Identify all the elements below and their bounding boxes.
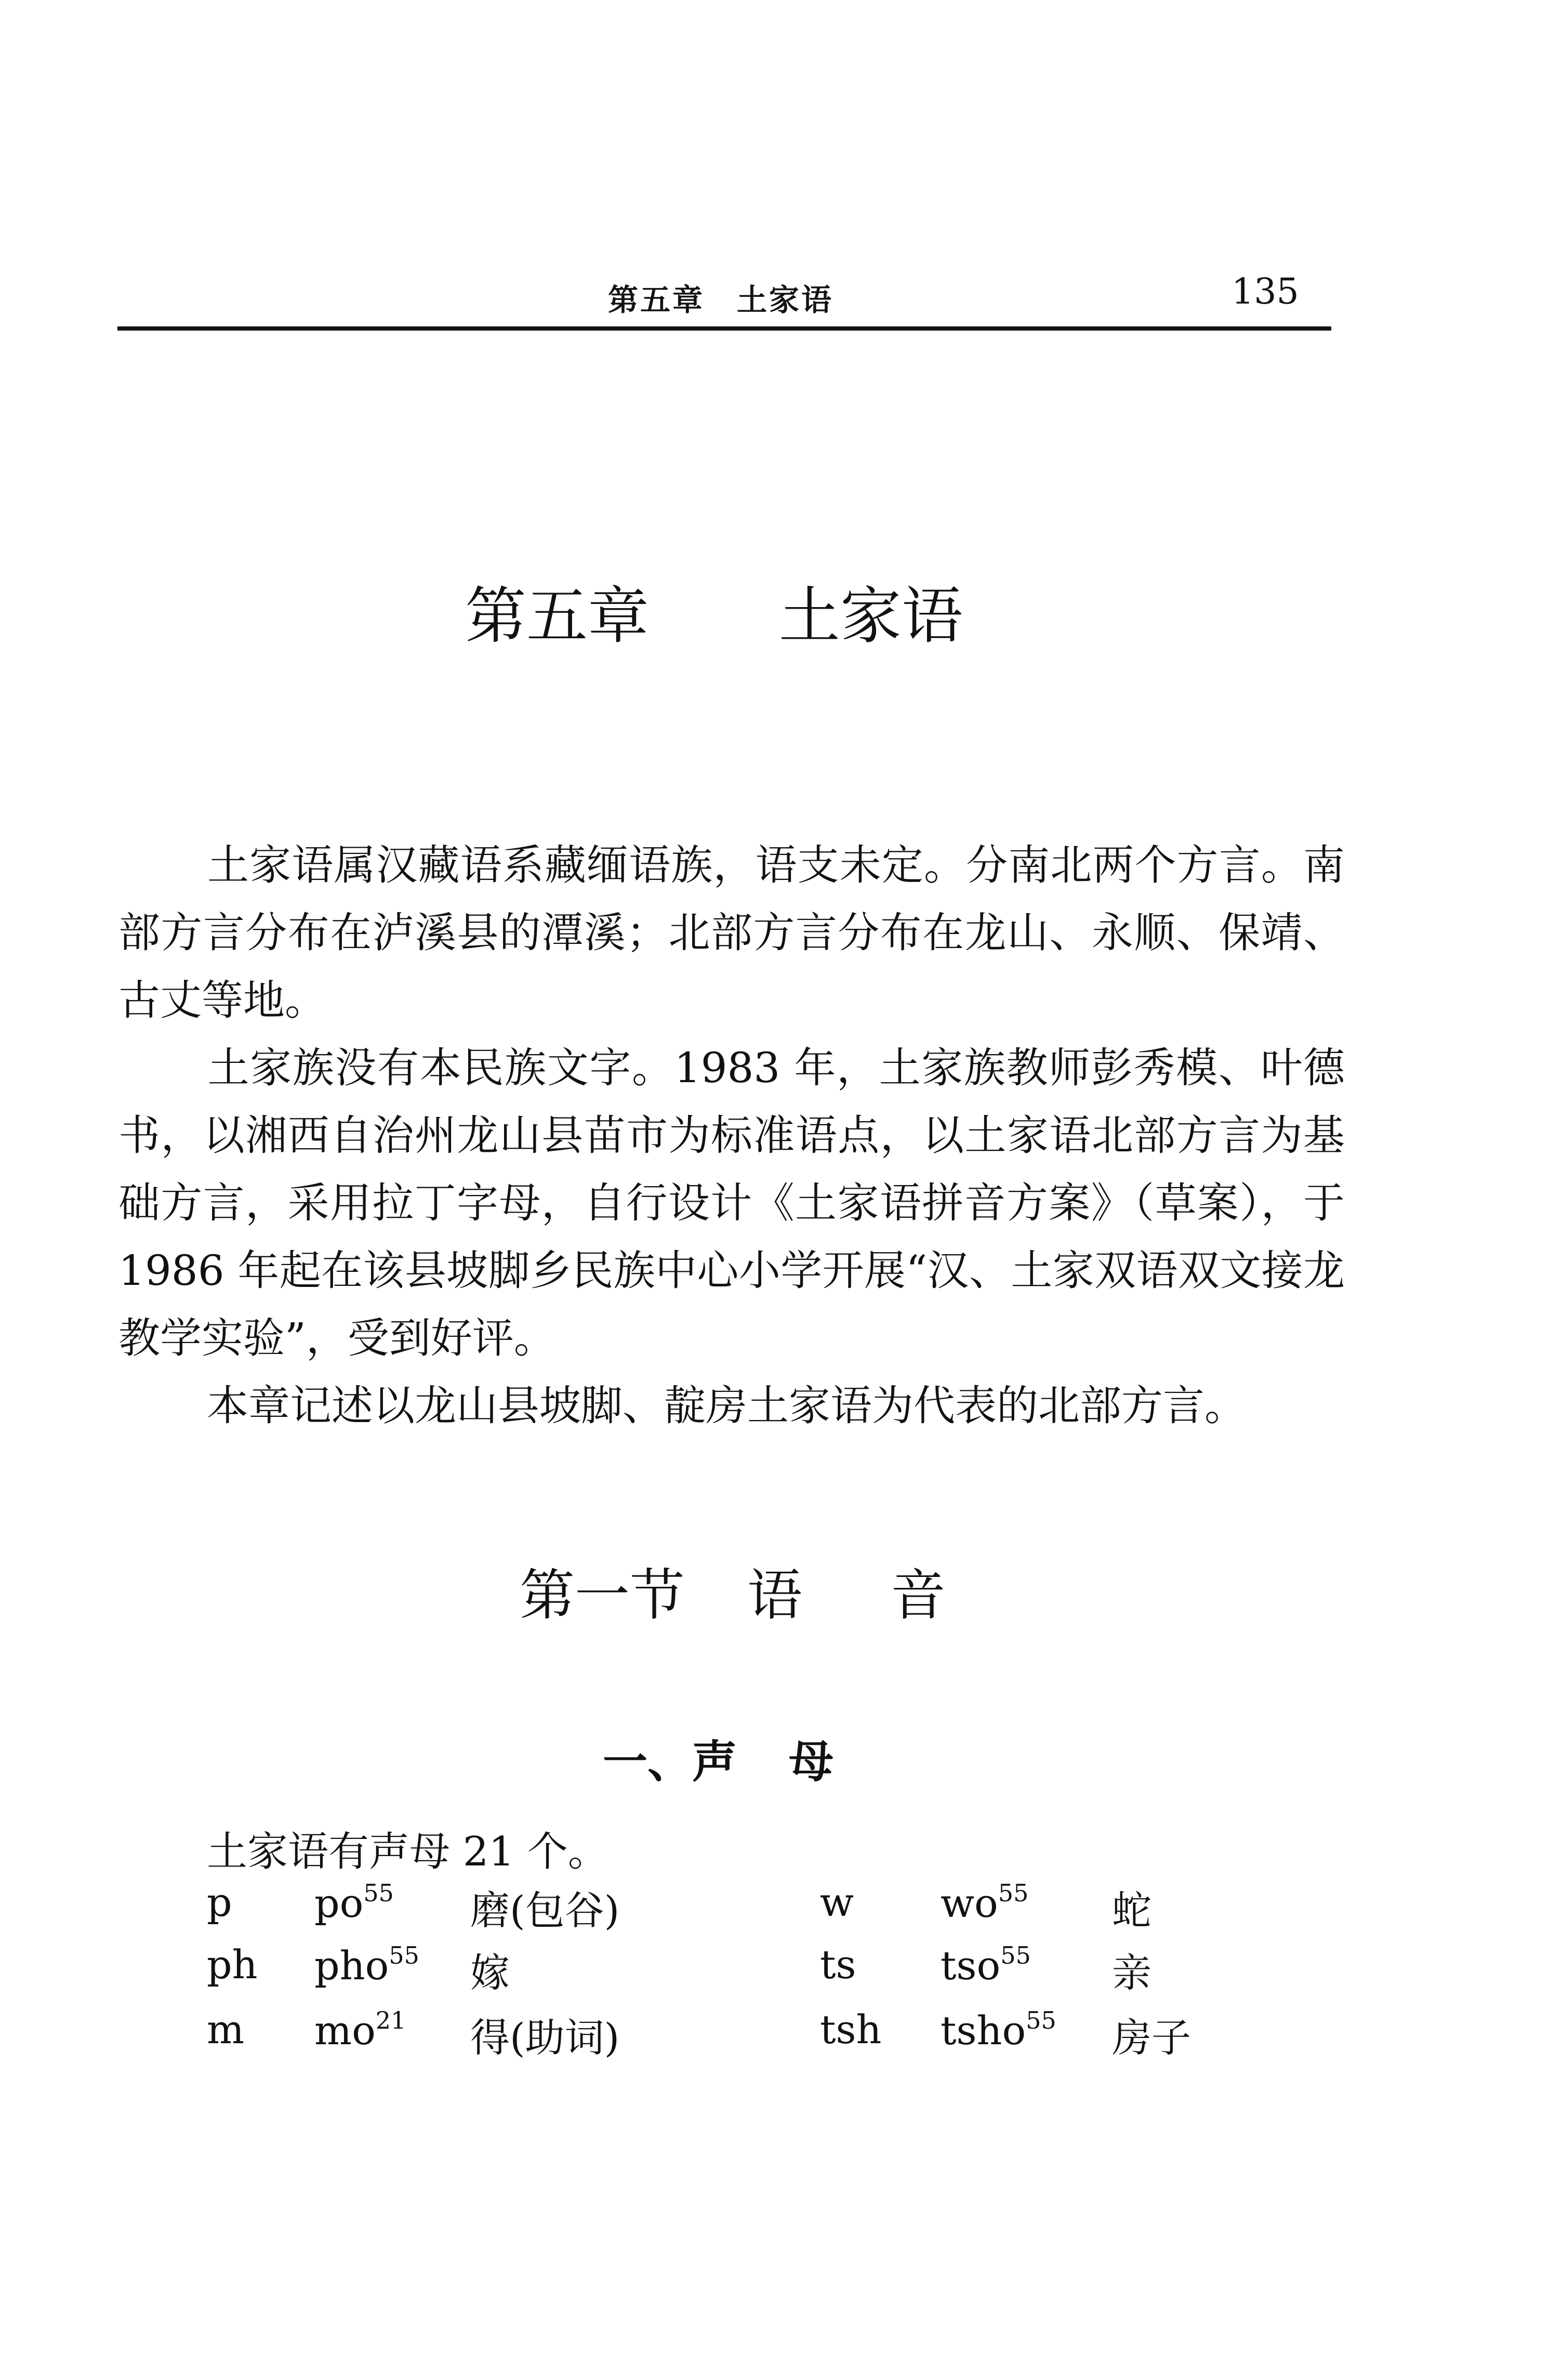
- example-word: [941, 1941, 1031, 1989]
- gloss: 房子: [1112, 2015, 1191, 2061]
- example-word: [314, 1941, 419, 1989]
- running-title: 第五章 土家语: [608, 282, 834, 318]
- paragraph-text: 本章记述以龙山县坡脚、靛房土家语为代表的北部方言。: [207, 1382, 1246, 1430]
- chapter-title: [465, 567, 963, 655]
- gloss: 蛇: [1112, 1887, 1151, 1934]
- tone-value: 55: [363, 1879, 394, 1907]
- subsection-label: 一、声: [603, 1735, 737, 1788]
- chapter-number: 第五章: [465, 580, 650, 652]
- tone-value: 55: [389, 1941, 419, 1969]
- example-syllable: tsho: [941, 2007, 1026, 2054]
- initial-symbol: w: [820, 1879, 854, 1925]
- example-syllable: pho: [314, 1942, 389, 1989]
- section-char-2: 音: [891, 1563, 946, 1627]
- tone-value: 55: [1000, 1941, 1031, 1969]
- section-title: [520, 1551, 946, 1631]
- paragraph-1: [118, 832, 1345, 1034]
- tone-value: 55: [998, 1879, 1029, 1907]
- tone-value: 55: [1026, 2006, 1056, 2034]
- section-char-1: 语: [747, 1563, 802, 1627]
- initial-symbol: tsh: [820, 2006, 882, 2053]
- example-word: [941, 2006, 1056, 2054]
- gloss: 磨(包谷): [470, 1887, 620, 1934]
- example-syllable: tso: [941, 1942, 1001, 1989]
- gloss: 得(助词): [470, 2015, 620, 2061]
- example-word: [941, 1879, 1028, 1926]
- subsection-title: [603, 1726, 833, 1790]
- paragraph-2: [118, 1034, 1345, 1372]
- example-word: [314, 1879, 394, 1926]
- chapter-name: 土家语: [779, 580, 963, 652]
- section-label: 第一节: [520, 1563, 685, 1627]
- subsection-char: 母: [789, 1735, 833, 1788]
- initial-symbol: ts: [820, 1941, 856, 1988]
- tone-value: 21: [375, 2006, 406, 2034]
- initial-symbol: m: [207, 2006, 245, 2053]
- gloss: 亲: [1112, 1950, 1151, 1996]
- initials-intro: 土家语有声母 21 个。: [207, 1829, 608, 1875]
- page-number: 135: [1232, 271, 1299, 312]
- example-syllable: mo: [314, 2007, 376, 2054]
- paragraph-text: 土家语属汉藏语系藏缅语族，语支未定。分南北两个方言。南部方言分布在泸溪县的潭溪；北部方言分布在龙山、永顺、保靖、古丈等地。: [118, 841, 1345, 1024]
- example-syllable: wo: [941, 1880, 998, 1926]
- example-word: [314, 2006, 406, 2054]
- initial-symbol: ph: [207, 1941, 258, 1988]
- paragraph-text: 土家族没有本民族文字。1983 年，土家族教师彭秀模、叶德书，以湘西自治州龙山县苗市为标准语点，以土家语北部方言为基础方言，采用拉丁字母，自行设计《土家语拼音方案》（草案），于 1986 年起在该县坡脚乡民族中心小学开展“汉、土家双语双文接龙教学实验”，受到好评。: [118, 1044, 1345, 1362]
- example-syllable: po: [314, 1880, 364, 1926]
- gloss: 嫁: [470, 1950, 510, 1996]
- header-rule: [117, 326, 1331, 331]
- paragraph-3: [118, 1372, 1345, 1440]
- initial-symbol: p: [207, 1879, 232, 1925]
